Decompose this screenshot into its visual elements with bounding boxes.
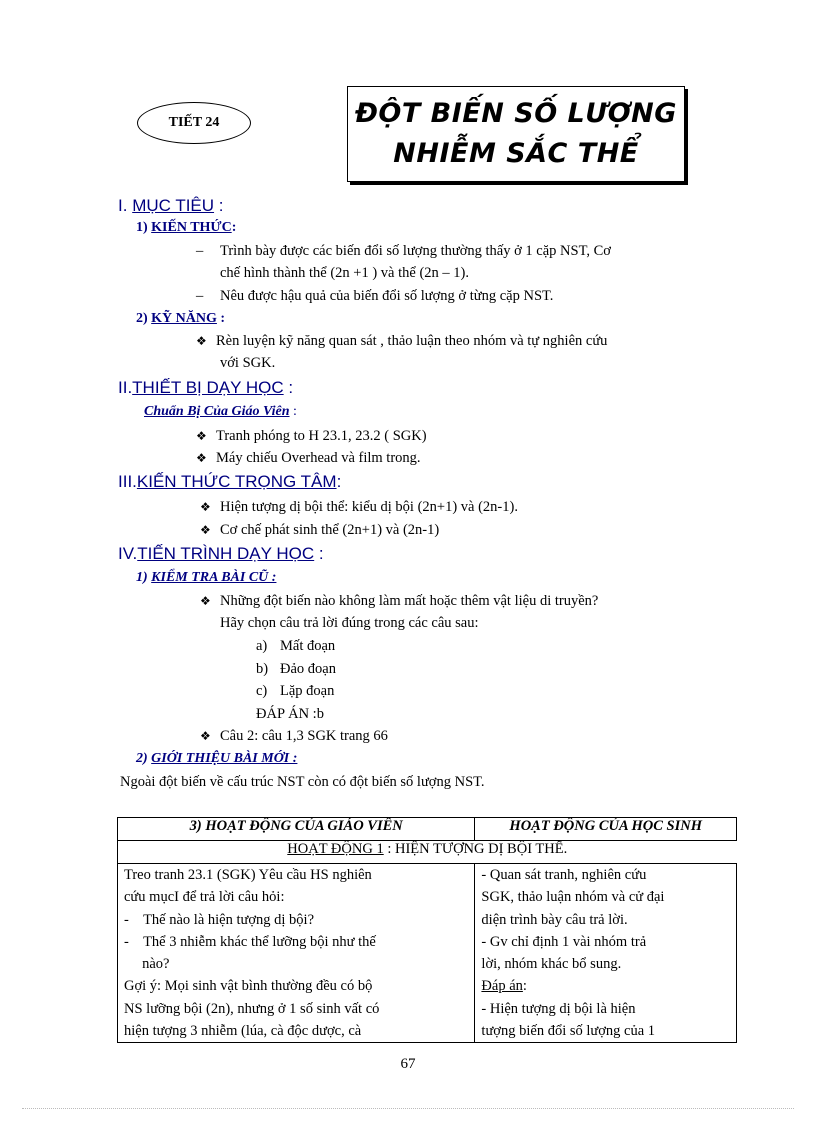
teacher-line: nào? [124, 956, 170, 973]
teacher-line: Treo tranh 23.1 (SGK) Yêu cầu HS nghiên [124, 867, 372, 883]
student-activity-cell [475, 864, 737, 1043]
subsection-knowledge: 1) KIẾN THỨC: [136, 220, 237, 235]
section-2-heading: II.THIẾT BỊ DẠY HỌC : [118, 378, 294, 397]
diamond-bullet-icon: ❖ [200, 729, 211, 743]
student-line: SGK, thảo luận nhóm và cử đại [481, 889, 665, 906]
student-answer-label: Đáp án: [481, 978, 527, 995]
section-1-title: MỤC TIÊU [132, 196, 215, 215]
subsection-intro: 2) GIỚI THIỆU BÀI MỚI : [136, 751, 298, 766]
section-4-title: TIẾN TRÌNH DẠY HỌC [137, 544, 315, 563]
teacher-line: Gợi ý: Mọi sinh vật bình thường đều có bộ [124, 978, 373, 995]
activity-1-header: HOẠT ĐỘNG 1 : HIỆN TƯỢNG DỊ BỘI THỂ. [118, 841, 737, 864]
section-4-heading: IV.TIẾN TRÌNH DẠY HỌC : [118, 544, 324, 563]
review-question: ❖ Những đột biến nào không làm mất hoặc thêm vật liệu di truyền? [200, 593, 599, 609]
student-line: - Hiện tượng dị bội là hiện [481, 1000, 636, 1017]
diamond-bullet-icon: ❖ [196, 451, 207, 465]
equipment-item-2: ❖ Máy chiếu Overhead và film trong. [196, 450, 421, 466]
student-activity-header: HOẠT ĐỘNG CỦA HỌC SINH [475, 818, 737, 841]
knowledge-item-1-cont: chế hình thành thể (2n +1 ) và thể (2n – 1). [220, 265, 469, 281]
diamond-bullet-icon: ❖ [200, 500, 211, 514]
teacher-line: cứu mụcI để trả lời câu hỏi: [124, 889, 285, 906]
teacher-line: hiện tượng 3 nhiễm (lúa, cà độc dược, cà [124, 1023, 362, 1040]
teacher-line: NS lưỡng bội (2n), nhưng ở 1 số sinh vất có [124, 1000, 380, 1017]
teacher-activity-header: 3) HOẠT ĐỘNG CỦA GIÁO VIÊN [118, 818, 475, 841]
review-question-2: ❖ Câu 2: câu 1,3 SGK trang 66 [200, 728, 388, 744]
student-line: tượng biến đổi số lượng của 1 [481, 1023, 656, 1040]
intro-text: Ngoài đột biến về cấu trúc NST còn có đột biến số lượng NST. [120, 774, 485, 790]
key-item-1: ❖ Hiện tượng dị bội thể: kiểu dị bội (2n+1) và (2n-1). [200, 499, 518, 515]
page-number: 67 [400, 1056, 416, 1072]
section-3-title: KIẾN THỨC TRỌNG TÂM [136, 472, 337, 491]
review-question-cont: Hãy chọn câu trả lời đúng trong các câu sau: [220, 615, 479, 631]
student-line: - Quan sát tranh, nghiên cứu [481, 867, 647, 883]
lesson-title-box [347, 86, 685, 182]
teacher-line: - Thế nào là hiện tượng dị bội? [124, 911, 315, 928]
diamond-bullet-icon: ❖ [200, 523, 211, 537]
knowledge-item-1: – Trình bày được các biến đổi số lượng thường thấy ở 1 cặp NST, Cơ [196, 243, 611, 259]
option-a: a) Mất đoạn [256, 638, 336, 654]
title-line-1: ĐỘT BIẾN SỐ LƯỢNG [355, 98, 677, 129]
knowledge-item-2: – Nêu được hậu quả của biến đổi số lượng ở từng cặp NST. [196, 288, 554, 304]
skills-item-1: ❖ Rèn luyện kỹ năng quan sát , thảo luận theo nhóm và tự nghiên cứu [196, 333, 608, 349]
subsection-skills: 2) KỸ NĂNG : [136, 311, 226, 326]
option-c: c) Lặp đoạn [256, 683, 335, 699]
teacher-activity-cell [118, 864, 475, 1043]
section-2-title: THIẾT BỊ DẠY HỌC [132, 378, 284, 397]
teacher-line: - Thể 3 nhiễm khác thể lưỡng bội như thế [124, 933, 376, 950]
equipment-item-1: ❖ Tranh phóng to H 23.1, 23.2 ( SGK) [196, 428, 427, 444]
teacher-prep: Chuẩn Bị Của Giáo Viên : [144, 404, 297, 419]
title-line-2: NHIỄM SẮC THỂ [393, 138, 639, 169]
option-b: b) Đảo đoạn [256, 661, 336, 677]
section-3-heading: III.KIẾN THỨC TRỌNG TÂM: [118, 472, 342, 491]
activity-table [117, 817, 737, 1043]
skills-item-1-cont: với SGK. [220, 355, 276, 371]
lesson-label: TIẾT 24 [137, 102, 251, 144]
key-item-2: ❖ Cơ chế phát sinh thể (2n+1) và (2n-1) [200, 522, 440, 538]
subsection-review: 1) KIỂM TRA BÀI CŨ : [136, 570, 277, 585]
diamond-bullet-icon: ❖ [196, 334, 207, 348]
page-border [22, 1108, 794, 1109]
diamond-bullet-icon: ❖ [200, 594, 211, 608]
answer: ĐÁP ÁN :b [256, 706, 324, 722]
student-line: diện trình bày câu trả lời. [481, 911, 628, 928]
student-line: - Gv chỉ định 1 vài nhóm trả [481, 933, 647, 950]
student-line: lời, nhóm khác bổ sung. [481, 956, 622, 973]
diamond-bullet-icon: ❖ [196, 429, 207, 443]
section-1-heading: I. MỤC TIÊU : [118, 196, 224, 215]
